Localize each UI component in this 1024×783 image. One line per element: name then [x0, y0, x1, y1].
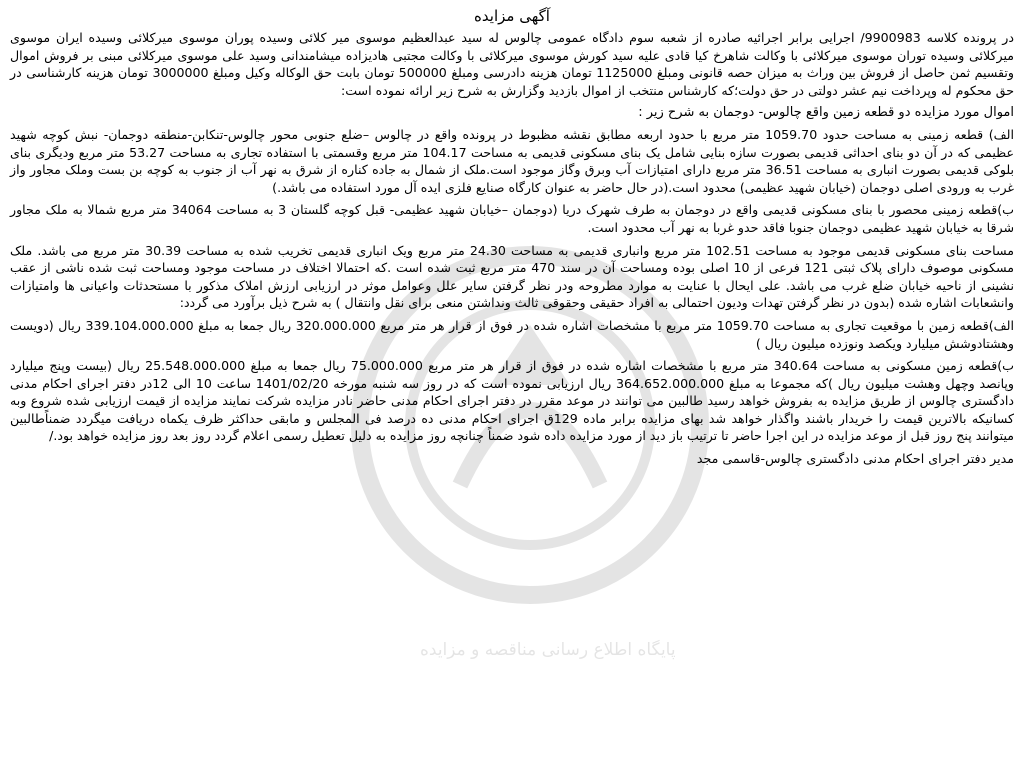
- valuation-b-paragraph: ب)قطعه زمین مسکونی به مساحت 340.64 متر مربع با مشخصات اشاره شده در فوق از قرار هر متر مربع 75.000.000 ریال جمعا به مبلغ 25.548.000.000 ریال (بیست وپنج میلیارد وپانصد وچهل وهشت میلیون ریال )که مجموعا به مبلغ 364.652.000.000 ریال ارزیابی نموده است که در روز سه شنبه مورخه 1401/02/20 ساعت 10 الی 12در دفتر اجرای احکام مدنی دادگستری چالوس از طریق مزایده به بفروش خواهد رسید طالبین می توانند در موعد مقرر در دفتر اجرای احکام مدنی حاضر نادر مزایده شرکت نمایند مزایده از قیمت ارزیابی شده شروع وبه کسانیکه بالاترین قیمت را خریدار باشند واگذار خواهد شد بهای مزایده برابر ماده 129ق اجرای احکام مدنی ده درصد فی المجلس و مابقی حداکثر ظرف یکماه دریافت میگردد ضمناًطالبین میتوانند پنج روز قبل از موعد مزایده در این اجرا حاضر تا ترتیب باز دید از مورد مزایده داده شود ضمناً چنانچه روز مزایده به دلیل تعطیل رسمی اعلام گردد روز بعد روز مزایده خواهد بود./: [10, 358, 1014, 444]
- buildings-paragraph: مساحت بنای مسکونی قدیمی موجود به مساحت 102.51 متر مربع وانباری قدیمی به مساحت 24.30 متر مربع ویک انباری قدیمی تخریب شده به مساحت 30.39 متر مربع می باشد. ملک مسکونی موصوف دارای پلاک ثبتی 121 فرعی از 10 اصلی بوده ومساحت آن در سند 470 متر مربع ثبت شده است .که احتمالا اختلاف در مساحت موجود ومساحت ثبت شده ناشی از عقب نشینی از ناحیه خیابان ضلع غرب می باشد. علی ایحال با عنایت به موارد مطروحه ودر نظر گرفتن سایر علل وعوامل موثر در ارزیابی ارزش املاک مذکور با مستحدثات واعیانی ها وامتیازات وانشعابات اشاره شده (بدون در نظر گرفتن تهدات ودیون احتمالی به افراد حقیقی وحقوقی ثالث ونداشتن منعی برای نقل وانتقال ) به شرح ذیل برآورد می گردد:: [10, 242, 1015, 311]
- intro-paragraph: در پرونده کلاسه 9900983/ اجرایی برابر اجرائیه صادره از شعبه سوم دادگاه عمومی چالوس له سید عبدالعظیم موسوی میر کلائی وسیده پوران موسوی میرکلائی وسیده ایران موسوی میرکلائی وسیده توران موسوی میرکلائی با وکالت شاهرخ کیا قادی علیه سید کورش موسوی میرکلائی با وکالت مجتبی هادیزاده میشامندانی وسید علی موسوی میرکلائی مبنی بر فروش اموال وتقسیم ثمن حاصل از فروش بین وراث به میزان حصه قانونی ومبلغ 1125000 تومان هزینه دادرسی ومبلغ 500000 تومان بابت حق الوکاله وکیل ومبلغ 3000000 تومان هزینه کارشناسی در حق محکوم له وپرداخت نیم عشر دولتی در حق دولت؛که کارشناس منتخب از اموال بازدید وگزارش به شرح زیر ارائه نموده است:: [10, 30, 1015, 98]
- item-b-paragraph: ب)قطعه زمینی محصور با بنای مسکونی قدیمی واقع در دوجمان به طرف شهرک دریا (دوجمان –خیابان شهید عظیمی- قبل کوچه گلستان 3 به مساحت 34064 متر مربع شمالا به ملک مجاور شرقا به خیابان شهید عظیمی دوجمان جنوبا فاقد حدو غربا به نهر آب محدود است.: [10, 202, 1014, 235]
- property-heading: اموال مورد مزایده دو قطعه زمین واقع چالوس- دوجمان به شرح زیر :: [638, 105, 1014, 121]
- signature-line: مدیر دفتر اجرای احکام مدنی دادگستری چالوس-قاسمی مجد: [696, 451, 1014, 467]
- document-title: آگهی مزایده: [474, 7, 550, 25]
- valuation-a-paragraph: الف)قطعه زمین با موقعیت تجاری به مساحت 1059.70 متر مربع با مشخصات اشاره شده در فوق از قرار هر متر مربع 320.000.000 ریال جمعا به مبلغ 339.104.000.000 ریال (دویست وهشتادوشش میلیارد ویکصد ونوزده میلیون ریال ): [10, 317, 1014, 351]
- watermark-text: پایگاه اطلاع رسانی مناقصه و مزایده: [420, 640, 676, 660]
- item-a-paragraph: الف) قطعه زمینی به مساحت حدود 1059.70 متر مربع با حدود اربعه مطابق نقشه مظبوط در پرونده واقع در چالوس –ضلع جنوبی محور چالوس-تنکابن-منطقه دوجمان- نبش کوچه شهید عظیمی که در آن دو بنای احداثی قدیمی بصورت سازه بنایی شامل یک بنای مسکونی قدیمی به مساحت 104.17 متر مربع وقسمتی با استفاده تجاری به مساحت 53.27 متر مربع ودیگری بنای بلوکی قدیمی بصورت انباری به مساحت 36.51 متر مربع دارای امتیازات آب وبرق وگاز موجود است.ملک از شمال به جاده کناره از شرق به نهر آب از جنوب به کوچه بن بست وملک مجاور واز غرب به ورودی اصلی دوجمان (خیابان شهید عظیمی) محدود است.(در حال حاضر به عنوان کارگاه صنایع فلزی ایده آل مورد استفاده می باشد.): [10, 126, 1015, 195]
